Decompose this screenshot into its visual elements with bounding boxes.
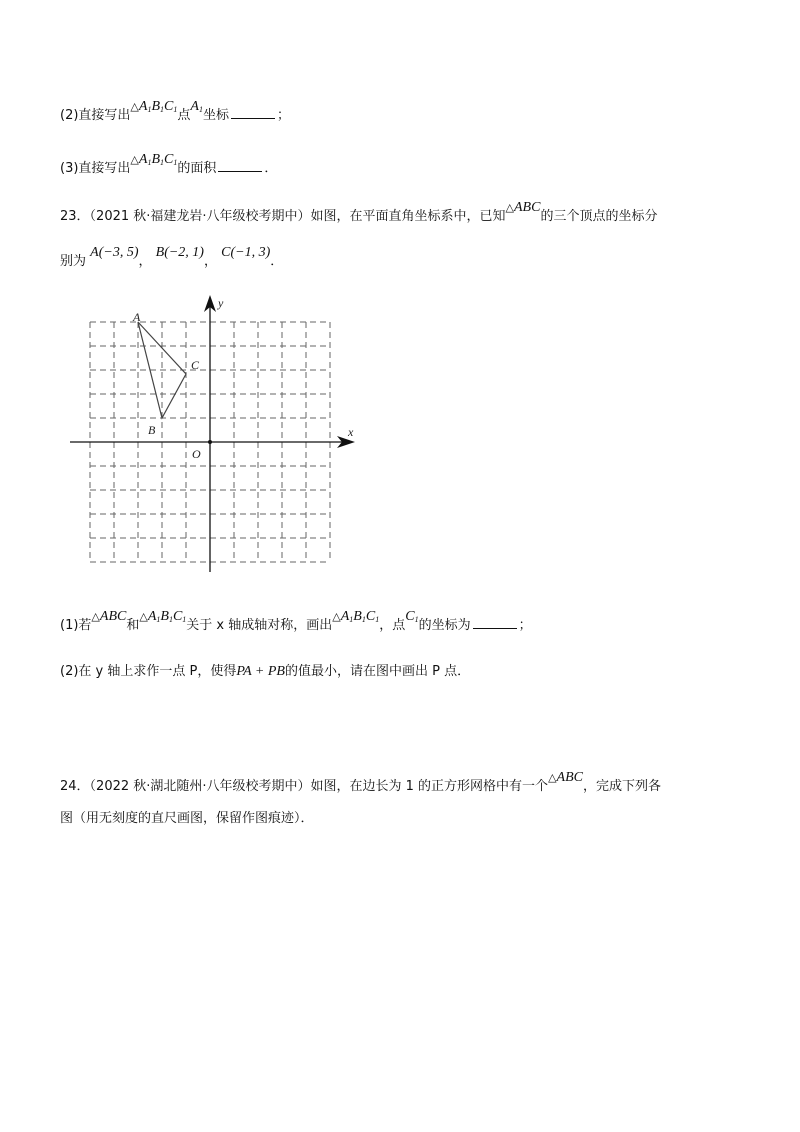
point-c1: $C_1$ — [405, 609, 419, 624]
triangle-abc: △ABC — [505, 200, 541, 215]
q22-part2: (2)直接写出$\triangle A_1B_1C_1$点$A_1$坐标 ； — [60, 99, 290, 123]
triangle-a1b1c1: $\triangle A_1B_1C_1$ — [130, 99, 178, 114]
triangle-abc: △ABC — [548, 770, 583, 785]
expression-pa-pb: PA + PB — [236, 664, 285, 679]
triangle-a1b1c1: $\triangle A_1B_1C_1$ — [139, 609, 187, 624]
answer-blank[interactable] — [218, 159, 262, 172]
answer-blank[interactable] — [231, 106, 275, 119]
y-axis — [204, 295, 216, 572]
triangle-a1b1c1: $\triangle A_1B_1C_1$ — [130, 152, 178, 167]
q23-line2: 别为 A(−3, 5)， B(−2, 1)， C(−1, 3)． — [60, 245, 284, 269]
q23-part2: (2)在 y 轴上求作一点 P，使得PA + PB的值最小，请在图中画出 P 点． — [60, 664, 471, 679]
origin-label: O — [192, 447, 201, 461]
point-b-label: B — [148, 423, 156, 437]
x-axis — [70, 436, 355, 448]
q24-line1: 24．（2022 秋·湖北随州·八年级校考期中）如图，在边长为 1 的正方形网格中有一个△ABC，完成下列各 — [60, 770, 661, 794]
point-c-label: C — [191, 358, 200, 372]
triangle-abc: △ABC — [91, 609, 127, 624]
q22-part3: (3)直接写出$\triangle A_1B_1C_1$的面积 ． — [60, 152, 278, 176]
coord-c: C(−1, 3) — [221, 245, 271, 260]
q24-line2: 图（用无刻度的直尺画图，保留作图痕迹）． — [60, 811, 314, 826]
q23-part1: (1)若△ABC和$\triangle A_1B_1C_1$关于 x 轴成轴对称，画出$\triangle A_1B_1C_1$，点$C_1$的坐标为 ； — [60, 609, 532, 633]
point-a-label: A — [133, 310, 141, 324]
x-axis-label: x — [348, 425, 354, 439]
y-axis-label: y — [218, 296, 224, 310]
coord-b: B(−2, 1) — [155, 245, 204, 260]
coord-a: A(−3, 5) — [90, 245, 139, 260]
answer-blank[interactable] — [473, 616, 517, 629]
origin-point — [208, 440, 212, 444]
point-a1: $A_1$ — [190, 99, 203, 114]
q23-line1: 23．（2021 秋·福建龙岩·八年级校考期中）如图，在平面直角坐标系中，已知△ABC的三个顶点的坐标分 — [60, 200, 658, 224]
coordinate-grid-figure — [60, 290, 360, 580]
triangle-a1b1c1: $\triangle A_1B_1C_1$ — [332, 609, 380, 624]
